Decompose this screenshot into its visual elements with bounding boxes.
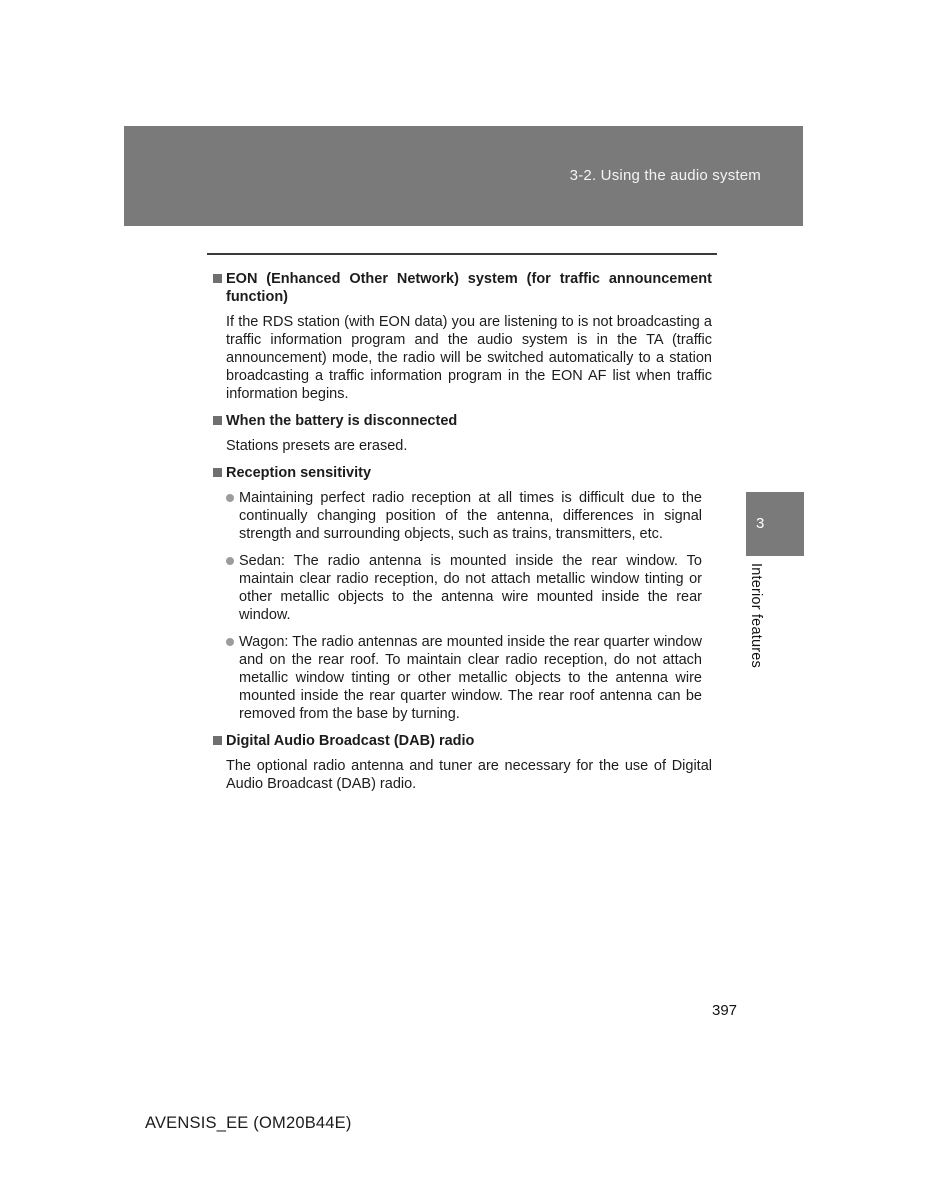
section-paragraph: If the RDS station (with EON data) you are listening to is not broadcasting a traffic information program and the audio system is in the TA (traffic announcement) mode, the radio will be switched automatically to a station broadcasting a traffic information program in the EON AF list when traffic information begins. [226,314,712,402]
content-divider [207,253,717,255]
section-heading [213,270,712,306]
chapter-header-bar [124,126,803,226]
section-heading [213,464,712,482]
bullet-item [226,633,702,723]
bullet-item [226,552,702,624]
section-heading-text: Digital Audio Broadcast (DAB) radio [226,733,475,749]
chapter-header-title: 3-2. Using the audio system [569,167,761,184]
circle-bullet-icon [226,557,234,565]
page-number: 397 [712,1002,738,1019]
bullet-item-text: Sedan: The radio antenna is mounted inside the rear window. To maintain clear radio reception, do not attach metallic window tinting or other metallic objects to the antenna wire mounted inside the rear window. [239,553,702,623]
bullet-item-text: Maintaining perfect radio reception at all times is difficult due to the continually changing position of the antenna, differences in signal strength and surrounding objects, such as trains, transmitters, etc. [239,490,702,542]
section-heading [213,412,712,430]
bullet-item-text: Wagon: The radio antennas are mounted inside the rear quarter window and on the rear roof. To maintain clear radio reception, do not attach metallic window tinting or other metallic objects to the antenna wire mounted inside the rear quarter window. The rear roof antenna can be removed from the base by turning. [239,634,702,722]
content-area [213,270,712,802]
circle-bullet-icon [226,494,234,502]
section-paragraph: The optional radio antenna and tuner are necessary for the use of Digital Audio Broadcast (DAB) radio. [226,758,712,792]
section-heading-text: Reception sensitivity [226,465,372,481]
square-bullet-icon [213,416,222,425]
square-bullet-icon [213,736,222,745]
circle-bullet-icon [226,638,234,646]
bullet-item [226,489,702,543]
chapter-label: Interior features [748,563,764,668]
chapter-tab [746,492,804,556]
section-paragraph: Stations presets are erased. [226,438,408,454]
document-code: AVENSIS_EE (OM20B44E) [145,1114,352,1132]
section-heading [213,732,712,750]
chapter-number: 3 [756,515,765,532]
square-bullet-icon [213,274,222,283]
section-heading-text: When the battery is disconnected [226,413,458,429]
section-heading-text: EON (Enhanced Other Network) system (for traffic announcement function) [226,271,712,305]
square-bullet-icon [213,468,222,477]
